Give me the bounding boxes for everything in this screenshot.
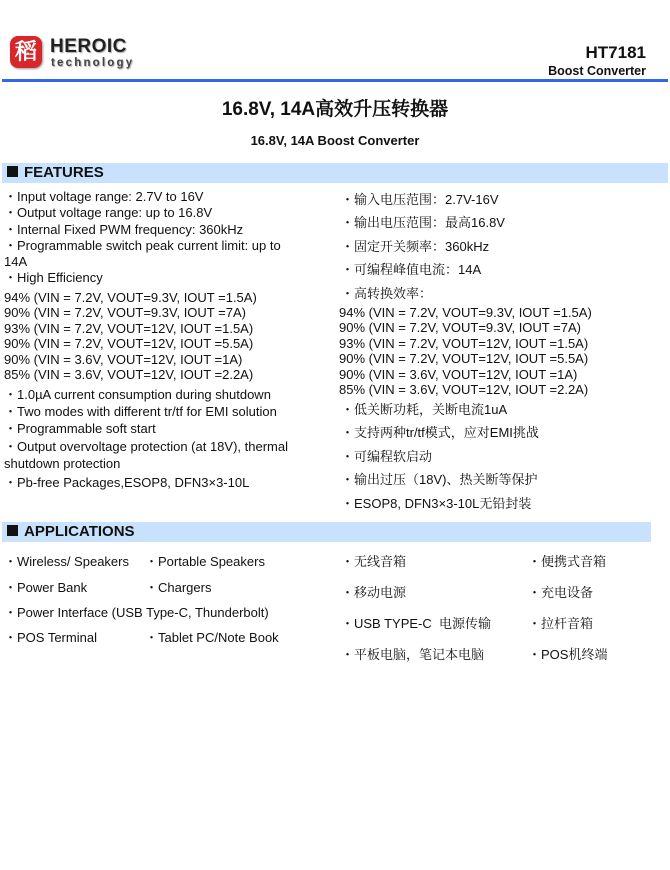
feature-item: ・Pb-free Packages,ESOP8, DFN3×3-10L	[4, 475, 250, 491]
efficiency-item: 94% (VIN = 7.2V, VOUT=9.3V, IOUT =1.5A)	[339, 305, 592, 320]
feature-item-cn: ・固定开关频率：360kHz	[341, 238, 490, 254]
feature-item: ・High Efficiency	[4, 270, 103, 286]
app-cn	[528, 644, 607, 663]
app-item: ・Tablet PC/Note Book	[145, 630, 279, 645]
applications-section-header	[2, 522, 651, 542]
efficiency-item: 85% (VIN = 3.6V, VOUT=12V, IOUT =2.2A)	[4, 367, 254, 383]
app-item-cn: ・拉杆音箱	[528, 616, 594, 631]
feature-item-cn: ・低关断功耗，关断电流1uA	[341, 402, 508, 417]
app-en-row	[4, 577, 87, 596]
app-item: ・Chargers	[145, 580, 212, 595]
app-item: ・Power Bank	[4, 580, 88, 595]
app-item: ・Wireless/ Speakers	[4, 554, 129, 569]
part-number: HT7181	[585, 43, 646, 62]
feature-item: shutdown protection	[4, 455, 121, 471]
app-cn	[528, 613, 593, 632]
feature-item-cn: ・可编程峰值电流：14A	[341, 262, 482, 278]
feature-item-cn: ・高转换效率：	[341, 285, 433, 301]
efficiency-item: 93% (VIN = 7.2V, VOUT=12V, IOUT =1.5A)	[4, 320, 254, 336]
brand-subtitle: technology	[51, 57, 135, 69]
feature-item: 14A	[4, 254, 28, 270]
header-divider	[2, 79, 668, 82]
app-item: ・POS Terminal	[4, 630, 97, 645]
app-en-row	[4, 602, 269, 621]
features-section-header	[2, 163, 668, 183]
app-en-row	[4, 627, 97, 646]
feature-item: ・Programmable switch peak current limit: up to	[4, 237, 281, 253]
applications-heading: APPLICATIONS	[24, 523, 135, 540]
page-title-en: 16.8V, 14A Boost Converter	[250, 133, 420, 148]
app-cn	[341, 613, 491, 632]
features-cn-top	[341, 188, 505, 305]
feature-item-cn: ・可编程软启动	[341, 448, 433, 464]
app-item-cn: ・USB TYPE-C 电源传输	[341, 616, 492, 631]
efficiency-item: 90% (VIN = 7.2V, VOUT=9.3V, IOUT =7A)	[339, 320, 581, 336]
app-item-cn: ・充电设备	[528, 585, 594, 600]
features-cn-efficiency	[339, 305, 592, 397]
app-en-row	[4, 551, 129, 570]
app-en-row	[145, 577, 211, 596]
app-en-row	[145, 551, 265, 570]
app-item-cn: ・平板电脑，笔记本电脑	[341, 647, 485, 662]
app-cn	[341, 644, 484, 663]
app-item-cn: ・POS机终端	[528, 647, 608, 662]
part-type: Boost Converter	[548, 64, 646, 78]
app-cn	[341, 582, 406, 601]
features-en-bottom	[4, 386, 288, 491]
features-heading: FEATURES	[24, 164, 104, 181]
feature-item-cn: ・输入电压范围：2.7V-16V	[341, 192, 499, 207]
app-item-cn: ・便携式音箱	[528, 554, 607, 569]
feature-item: ・Programmable soft start	[4, 421, 156, 437]
company-logo-icon: 稻	[10, 36, 42, 68]
feature-item-cn: ・输出电压范围：最高16.8V	[341, 215, 505, 231]
square-bullet-icon	[7, 525, 18, 536]
efficiency-item: 93% (VIN = 7.2V, VOUT=12V, IOUT =1.5A)	[339, 335, 589, 351]
features-cn-bottom	[341, 398, 539, 515]
app-item-cn: ・移动电源	[341, 585, 407, 600]
feature-item: ・1.0µA current consumption during shutdown	[4, 387, 271, 402]
square-bullet-icon	[7, 166, 18, 177]
app-item-cn: ・无线音箱	[341, 554, 407, 569]
efficiency-item: 94% (VIN = 7.2V, VOUT=9.3V, IOUT =1.5A)	[4, 290, 257, 305]
app-cn	[528, 582, 593, 601]
feature-item: ・Output voltage range: up to 16.8V	[4, 205, 213, 221]
efficiency-item: 90% (VIN = 7.2V, VOUT=12V, IOUT =5.5A)	[339, 351, 589, 367]
feature-item-cn: ・输出过压（18V)、热关断等保护	[341, 472, 538, 488]
features-en-efficiency	[4, 290, 257, 382]
app-en-row	[145, 627, 279, 646]
efficiency-item: 90% (VIN = 3.6V, VOUT=12V, IOUT =1A)	[4, 351, 243, 367]
app-cn	[528, 551, 606, 570]
feature-item: ・Internal Fixed PWM frequency: 360kHz	[4, 221, 244, 237]
efficiency-item: 90% (VIN = 7.2V, VOUT=9.3V, IOUT =7A)	[4, 305, 246, 321]
efficiency-item: 90% (VIN = 3.6V, VOUT=12V, IOUT =1A)	[339, 366, 578, 382]
efficiency-item: 85% (VIN = 3.6V, VOUT=12V, IOUT =2.2A)	[339, 382, 589, 398]
feature-item: ・Two modes with different tr/tf for EMI solution	[4, 404, 277, 420]
feature-item: ・Output overvoltage protection (at 18V), thermal	[4, 438, 288, 454]
efficiency-item: 90% (VIN = 7.2V, VOUT=12V, IOUT =5.5A)	[4, 336, 254, 352]
app-item: ・Portable Speakers	[145, 554, 265, 569]
app-cn	[341, 551, 406, 570]
features-en-top	[4, 189, 281, 287]
feature-item-cn: ・ESOP8, DFN3×3-10L无铅封装	[341, 495, 532, 511]
brand-name: HEROIC	[50, 36, 127, 57]
feature-item: ・Input voltage range: 2.7V to 16V	[4, 189, 204, 204]
app-item: ・Power Interface (USB Type-C, Thunderbolt)	[4, 605, 269, 620]
feature-item-cn: ・支持两种tr/tf模式，应对EMI挑战	[341, 425, 539, 441]
page-title-cn: 16.8V, 14A高效升压转换器	[221, 99, 449, 120]
